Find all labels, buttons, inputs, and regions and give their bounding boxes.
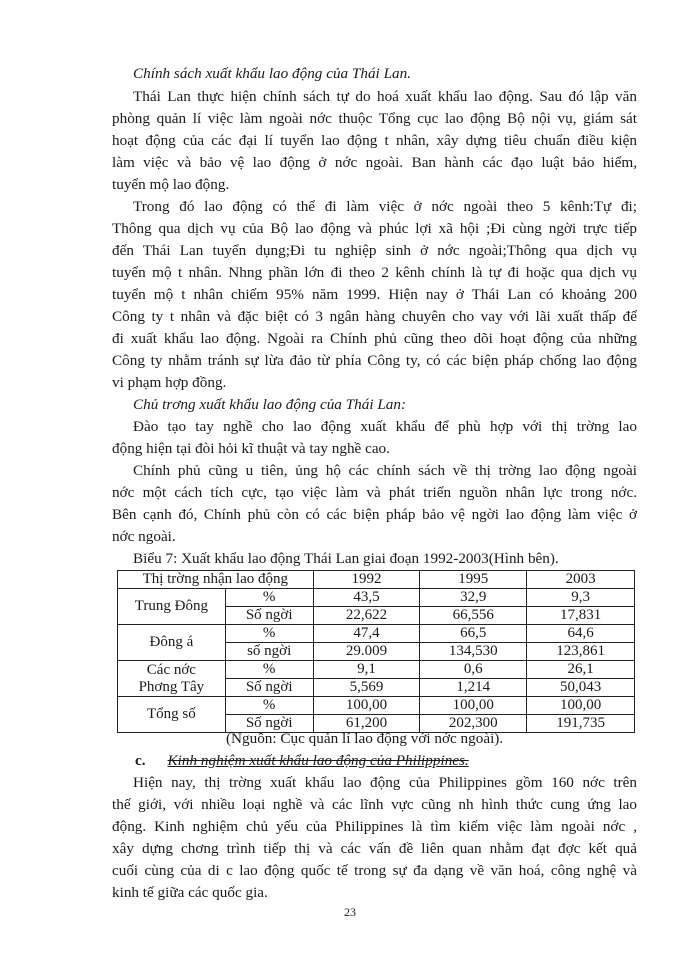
- paragraph-line: thế giới, với nhiều loại nghề và các lĩnh vực cũng nh hình thức cung ứng lao: [112, 796, 637, 813]
- table-row: [118, 697, 635, 715]
- header-label: Thị trờng nhận lao động: [118, 571, 314, 589]
- paragraph-line: Trong đó lao động có thể đi làm việc ở nớc ngoài theo 5 kênh:Tự đi;: [133, 198, 637, 215]
- value-cell: 5,569: [313, 679, 420, 697]
- table-source: (Nguồn: Cục quản lí lao động với nớc ngoài).: [226, 730, 504, 747]
- value-cell: 9,1: [313, 661, 420, 679]
- value-cell: 32,9: [420, 589, 527, 607]
- value-cell: 50,043: [527, 679, 635, 697]
- table-header-row: [118, 571, 635, 589]
- paragraph-line: Công ty nhằm tránh sự lừa đảo từ phía Công ty, có các biện pháp chống lao động: [112, 352, 637, 369]
- value-cell: 0,6: [420, 661, 527, 679]
- unit-label: Số ngời: [225, 607, 313, 625]
- value-cell: 64,6: [527, 625, 635, 643]
- value-cell: 17,831: [527, 607, 635, 625]
- year-header: 1995: [420, 571, 527, 589]
- table-row: [118, 661, 635, 679]
- region-cell: [118, 661, 226, 697]
- value-cell: 134,530: [420, 643, 527, 661]
- value-cell: 26,1: [527, 661, 635, 679]
- paragraph-line: đến Thái Lan tuyển dụng;Đi tu nghiệp sinh ở nớc ngoài;Thông qua dịch vụ: [112, 242, 637, 259]
- value-cell: 100,00: [420, 697, 527, 715]
- section-number: c.: [135, 752, 146, 769]
- paragraph-line: Thái Lan thực hiện chính sách tự do hoá xuất khẩu lao động. Sau đó lập văn: [133, 88, 637, 105]
- section-title-policy: Chính sách xuất khẩu lao động của Thái Lan.: [133, 65, 412, 82]
- region-line: Phơng Tây: [138, 678, 205, 695]
- paragraph-line: tuyển mộ lao động.: [112, 176, 230, 193]
- value-cell: 9,3: [527, 589, 635, 607]
- paragraph-line: kinh tế giữa các quốc gia.: [112, 884, 268, 901]
- paragraph-line: tuyển mộ t nhân chiếm 95% năm 1999. Hiện nay ở Thái Lan có khoảng 200: [112, 286, 637, 303]
- paragraph-line: Đào tạo tay nghề cho lao động xuất khẩu để phù hợp với thị trờng lao: [133, 418, 637, 435]
- value-cell: 43,5: [313, 589, 420, 607]
- year-header: 2003: [527, 571, 635, 589]
- paragraph-line: Bên cạnh đó, Chính phủ còn có các biện pháp bảo vệ ngời lao động làm việc ở: [112, 506, 637, 523]
- region-cell: Trung Đông: [118, 589, 226, 625]
- paragraph-line: đi xuất khẩu lao động. Ngoài ra Chính phủ cũng theo dõi hoạt động của những: [112, 330, 637, 347]
- paragraph-line: cuối cùng của di c lao động quốc tế trong sự đa dạng về văn hoá, công nghệ và: [112, 862, 637, 879]
- paragraph-line: Thông qua dịch vụ của Bộ lao động và phúc lợi xã hội ;Đi cùng ngời trực tiếp: [112, 220, 637, 237]
- unit-label: %: [225, 589, 313, 607]
- section-title-strategy: Chủ trơng xuất khẩu lao động của Thái Lan:: [133, 396, 407, 413]
- value-cell: 66,556: [420, 607, 527, 625]
- paragraph-line: phòng quản lí việc làm ngoài nớc thuộc Tổng cục lao động Bộ nội vụ, giám sát: [112, 110, 637, 127]
- unit-label: %: [225, 661, 313, 679]
- value-cell: 47,4: [313, 625, 420, 643]
- paragraph-line: tuyển mộ t nhân. Nhng phần lớn đi theo 2 kênh chính là tự đi hoặc qua dịch vụ: [112, 264, 637, 281]
- paragraph-line: động hiện tại đòi hỏi kĩ thuật và tay nghề cao.: [112, 440, 390, 457]
- paragraph-line: nớc một cách tích cực, tạo việc làm và phát triển nguồn nhân lực trong nớc.: [112, 484, 637, 501]
- region-cell: Đông á: [118, 625, 226, 661]
- page-number: 23: [344, 905, 356, 919]
- unit-label: số ngời: [225, 643, 313, 661]
- paragraph-line: nớc ngoài.: [112, 528, 176, 545]
- value-cell: 66,5: [420, 625, 527, 643]
- unit-label: %: [225, 697, 313, 715]
- section-heading-philippines: [135, 751, 469, 770]
- value-cell: 191,735: [527, 715, 635, 733]
- table-caption: Biểu 7: Xuất khẩu lao động Thái Lan giai đoạn 1992-2003(Hình bên).: [133, 550, 559, 567]
- table-row: [118, 589, 635, 607]
- unit-label: %: [225, 625, 313, 643]
- paragraph-line: vi phạm hợp đồng.: [112, 374, 227, 391]
- region-line: Các nớc: [146, 661, 196, 678]
- value-cell: 22,622: [313, 607, 420, 625]
- region-cell: Tổng số: [118, 697, 226, 733]
- paragraph-line: hoạt động của các đại lí tuyển lao động t nhân, xây dựng tiêu chuẩn điều kiện: [112, 132, 637, 149]
- value-cell: 100,00: [527, 697, 635, 715]
- paragraph-line: Công ty t nhân và đặc biệt có 3 ngân hàng chuyên cho vay với lãi xuất thấp để: [112, 308, 637, 325]
- value-cell: 100,00: [313, 697, 420, 715]
- paragraph-line: động. Kinh nghiệm chủ yếu của Philippines là tìm kiếm việc làm ngoài nớc ,: [112, 818, 637, 835]
- value-cell: 123,861: [527, 643, 635, 661]
- labor-export-table: [117, 570, 635, 733]
- paragraph-line: Hiện nay, thị trờng xuất khẩu lao động của Philippines gồm 160 nớc trên: [133, 774, 637, 791]
- value-cell: 1,214: [420, 679, 527, 697]
- section-title: Kinh nghiệm xuất khẩu lao động của Philippines.: [167, 752, 469, 769]
- paragraph-line: xây dựng chơng trình tiếp thị và các vấn đề liên quan nhằm đạt đợc kết quả: [112, 840, 637, 857]
- table-row: [118, 625, 635, 643]
- unit-label: Số ngời: [225, 715, 313, 733]
- year-header: 1992: [313, 571, 420, 589]
- paragraph-line: Chính phủ cũng u tiên, ủng hộ các chính sách về thị trờng lao động ngoài: [133, 462, 637, 479]
- paragraph-line: làm việc và bảo vệ lao động ở nớc ngoài. Ban hành các đạo luật bảo hiểm,: [112, 154, 637, 171]
- value-cell: 29.009: [313, 643, 420, 661]
- value-cell: 61,200: [313, 715, 420, 733]
- value-cell: 202,300: [420, 715, 527, 733]
- unit-label: Số ngời: [225, 679, 313, 697]
